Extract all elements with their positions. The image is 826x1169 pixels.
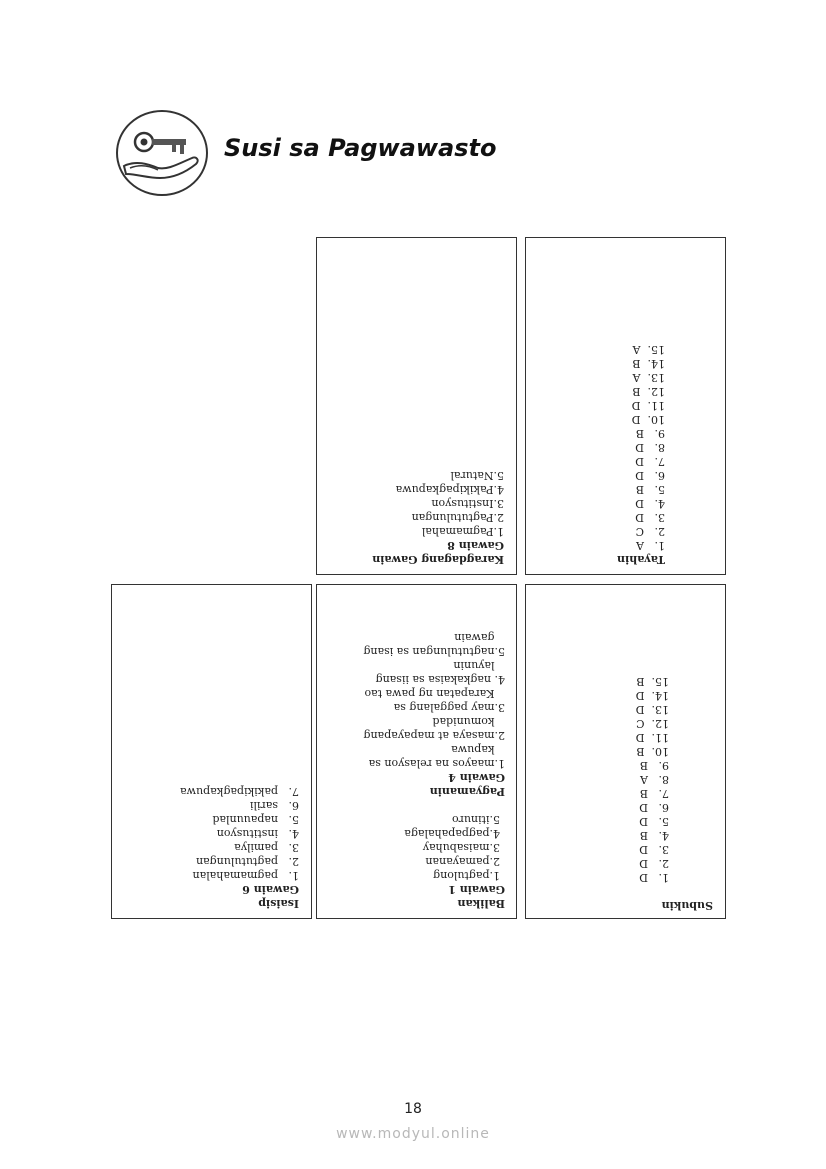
- list-item: 9. B: [639, 759, 669, 772]
- list-item: Karapatan ng pawa tao: [364, 687, 505, 700]
- list-item: 7. pakikipagkapuwa: [180, 785, 299, 798]
- list-item: 13. D: [635, 703, 669, 716]
- list-item: 10. B: [636, 745, 669, 758]
- list-item: 4. D: [635, 497, 665, 510]
- list-item: 5.nagtutulungan sa isang: [363, 645, 505, 658]
- answer-list-subukin: [636, 674, 713, 884]
- page-number: 18: [404, 1101, 422, 1117]
- subheading-gawain-8: Gawain 8: [447, 539, 504, 552]
- list-item: 3. D: [635, 511, 665, 524]
- section-heading-isaisip: Isaisip: [258, 897, 299, 910]
- list-item: 12. B: [632, 385, 665, 398]
- watermark: www.modyul.online: [336, 1126, 490, 1142]
- answer-list-tayahin: [617, 342, 665, 552]
- list-item: 6. D: [639, 801, 669, 814]
- list-item: gawain: [454, 631, 505, 644]
- answer-list-isaisip: [180, 784, 299, 882]
- list-item: 3.may paggalang sa: [393, 701, 505, 714]
- list-item: 2. D: [639, 857, 669, 870]
- list-item: 1. D: [639, 871, 669, 884]
- list-item: 4. institusyon: [216, 827, 299, 840]
- answer-list-karagdagang: [372, 468, 504, 538]
- list-item: 6. D: [635, 469, 665, 482]
- list-item: 8. D: [635, 441, 665, 454]
- list-item: 2.masaya at mapayapang: [363, 729, 505, 742]
- list-item: 3. D: [639, 843, 669, 856]
- list-item: 3.maisabuhay: [422, 841, 500, 854]
- list-item: 5. D: [639, 815, 669, 828]
- list-item: 5. B: [635, 483, 665, 496]
- list-item: 2.pamayanan: [425, 855, 500, 868]
- list-item: 1.maayos na relasyon sa: [368, 757, 505, 770]
- list-item: 15. A: [632, 343, 665, 356]
- key-hand-icon: [114, 108, 210, 198]
- list-item: 5.itinuro: [451, 813, 500, 826]
- list-item: 1. A: [636, 539, 665, 552]
- list-item: 4.pagpapahalaga: [404, 827, 500, 840]
- section-heading-balikan: Balikan: [457, 897, 505, 910]
- list-item: 14. B: [632, 357, 665, 370]
- list-item: 5.Natural: [450, 469, 504, 482]
- answer-list-gawain-1: [363, 812, 505, 882]
- list-item: 6. sarili: [249, 799, 299, 812]
- list-item: 5. napauunlad: [212, 813, 299, 826]
- list-item: 1.Pagmamahal: [421, 525, 504, 538]
- list-item: 4. B: [639, 829, 669, 842]
- list-item: 14. D: [635, 689, 669, 702]
- list-item: 9. B: [635, 427, 665, 440]
- list-item: 4. nagkakaisa sa iisang: [375, 673, 505, 686]
- answer-box-isaisip: [111, 584, 312, 919]
- subheading-gawain-1: Gawain 1: [448, 883, 505, 896]
- answer-box-subukin: [525, 584, 726, 919]
- list-item: 12. C: [636, 717, 669, 730]
- section-heading-subukin: Subukin: [661, 899, 713, 912]
- answer-list-gawain-4: [363, 630, 505, 770]
- answer-box-balikan: [316, 584, 517, 919]
- answer-box-tayahin: [525, 237, 726, 575]
- list-item: 1.pagtulong: [433, 869, 500, 882]
- subheading-gawain-6: Gawain 6: [242, 883, 299, 896]
- list-item: 2.Pagtutulungan: [411, 511, 504, 524]
- list-item: 11. D: [631, 399, 665, 412]
- page-title: Susi sa Pagwawasto: [224, 134, 497, 162]
- list-item: 1. pagmamahalan: [192, 869, 299, 882]
- list-item: 11. D: [635, 731, 669, 744]
- list-item: 2. C: [635, 525, 665, 538]
- list-item: 7. B: [639, 787, 669, 800]
- list-item: 8. A: [640, 773, 669, 786]
- section-heading-tayahin: Tayahin: [617, 553, 665, 566]
- list-item: 10. D: [631, 413, 665, 426]
- list-item: layunin: [453, 659, 505, 672]
- subheading-gawain-4: Gawain 4: [448, 771, 505, 784]
- list-item: 7. D: [635, 455, 665, 468]
- list-item: 3. pamilya: [234, 841, 299, 854]
- list-item: 4.Pakikipagkapuwa: [395, 483, 504, 496]
- list-item: komunidad: [432, 715, 505, 728]
- answer-box-karagdagang-gawain: [316, 237, 517, 575]
- section-heading-karagdagang: Karagdagang Gawain: [372, 553, 504, 566]
- list-item: 15. B: [636, 675, 669, 688]
- list-item: kapuwa: [451, 743, 505, 756]
- list-item: 13. A: [632, 371, 665, 384]
- list-item: 2. pagtutulungan: [195, 855, 299, 868]
- section-heading-pagyamanin: Pagyamanin: [429, 785, 505, 798]
- list-item: 3.Institusyon: [431, 497, 504, 510]
